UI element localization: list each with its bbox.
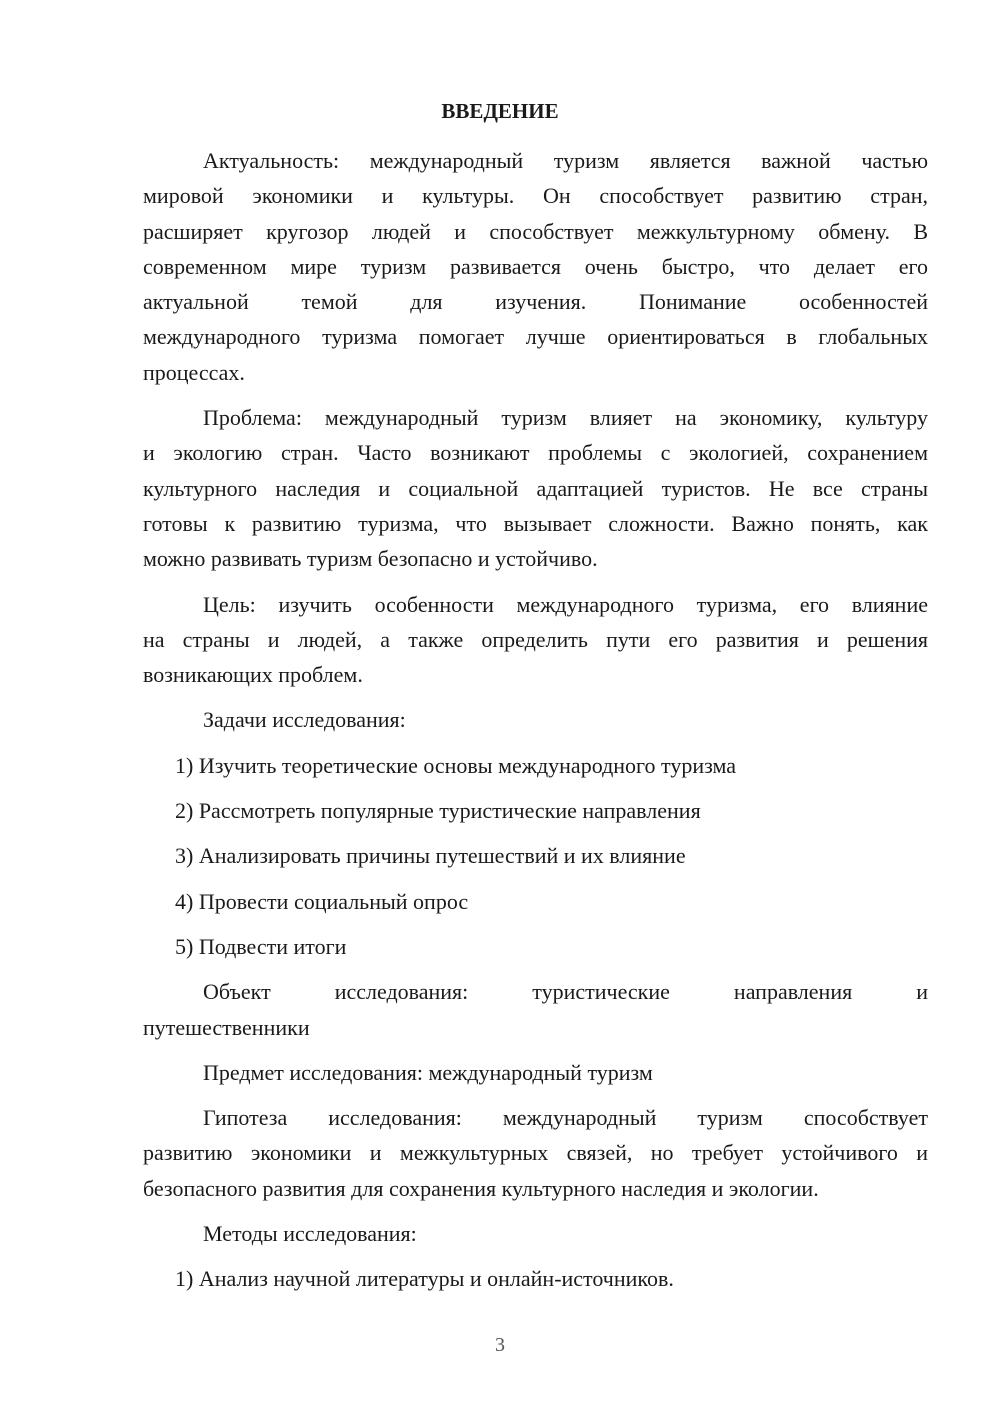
paragraph bbox=[143, 1216, 928, 1251]
paragraph bbox=[143, 1100, 928, 1206]
page-title: ВВЕДЕНИЕ bbox=[441, 99, 559, 123]
text-line: международного туризма помогает лучше ориентироваться в глобальных bbox=[143, 324, 928, 350]
text-line: и экологию стран. Часто возникают проблемы с экологией, сохранением bbox=[143, 440, 928, 466]
list-item bbox=[143, 748, 928, 783]
text-line: современном мире туризм развивается очень быстро, что делает его bbox=[143, 253, 928, 279]
text-line: безопасного развития для сохранения культурного наследия и экологии. bbox=[143, 1175, 819, 1201]
text-line: Предмет исследования: международный туризм bbox=[203, 1059, 653, 1085]
text-line: 4) Провести социальный опрос bbox=[175, 888, 469, 914]
paragraph bbox=[143, 143, 928, 390]
text-line: 1) Анализ научной литературы и онлайн-источников. bbox=[175, 1266, 674, 1292]
paragraph bbox=[143, 974, 928, 1045]
list-item bbox=[143, 838, 928, 873]
text-line: Методы исследования: bbox=[203, 1221, 417, 1247]
text-line: Цель: изучить особенности международного туризма, его влияние bbox=[203, 591, 928, 617]
list-item bbox=[143, 793, 928, 828]
text-line: процессах. bbox=[143, 359, 245, 385]
paragraph bbox=[143, 400, 928, 576]
text-line: 2) Рассмотреть популярные туристические направления bbox=[175, 798, 701, 824]
text-line: мировой экономики и культуры. Он способствует развитию стран, bbox=[143, 183, 928, 209]
text-line: 3) Анализировать причины путешествий и их влияние bbox=[175, 843, 686, 869]
text-line: Актуальность: международный туризм является важной частью bbox=[203, 148, 928, 173]
text-line: можно развивать туризм безопасно и устойчиво. bbox=[143, 546, 598, 572]
text-line: Гипотеза исследования: международный туризм способствует bbox=[203, 1105, 928, 1131]
paragraph bbox=[143, 587, 928, 693]
text-line: Задачи исследования: bbox=[203, 707, 406, 733]
text-line: на страны и людей, а также определить пути его развития и решения bbox=[143, 626, 928, 652]
text-line: культурного наследия и социальной адаптацией туристов. Не все страны bbox=[143, 475, 928, 501]
list-item bbox=[143, 884, 928, 919]
text-line: актуальной темой для изучения. Понимание особенностей bbox=[143, 289, 928, 315]
text-line: путешественники bbox=[143, 1014, 310, 1040]
list-item bbox=[143, 1261, 928, 1296]
text-line: развитию экономики и межкультурных связей, но требует устойчивого и bbox=[143, 1140, 928, 1166]
text-line: Проблема: международный туризм влияет на экономику, культуру bbox=[203, 405, 928, 431]
text-line: 5) Подвести итоги bbox=[175, 933, 347, 959]
text-line: расширяет кругозор людей и способствует межкультурному обмену. В bbox=[143, 218, 928, 244]
page-number: 3 bbox=[495, 1334, 505, 1356]
text-line: готовы к развитию туризма, что вызывает сложности. Важно понять, как bbox=[143, 510, 928, 536]
list-item bbox=[143, 929, 928, 964]
document-body bbox=[143, 143, 928, 1307]
paragraph bbox=[143, 702, 928, 737]
text-line: 1) Изучить теоретические основы международного туризма bbox=[175, 752, 737, 778]
text-line: Объект исследования: туристические направления и bbox=[203, 979, 928, 1005]
paragraph bbox=[143, 1055, 928, 1090]
text-line: возникающих проблем. bbox=[143, 662, 363, 688]
